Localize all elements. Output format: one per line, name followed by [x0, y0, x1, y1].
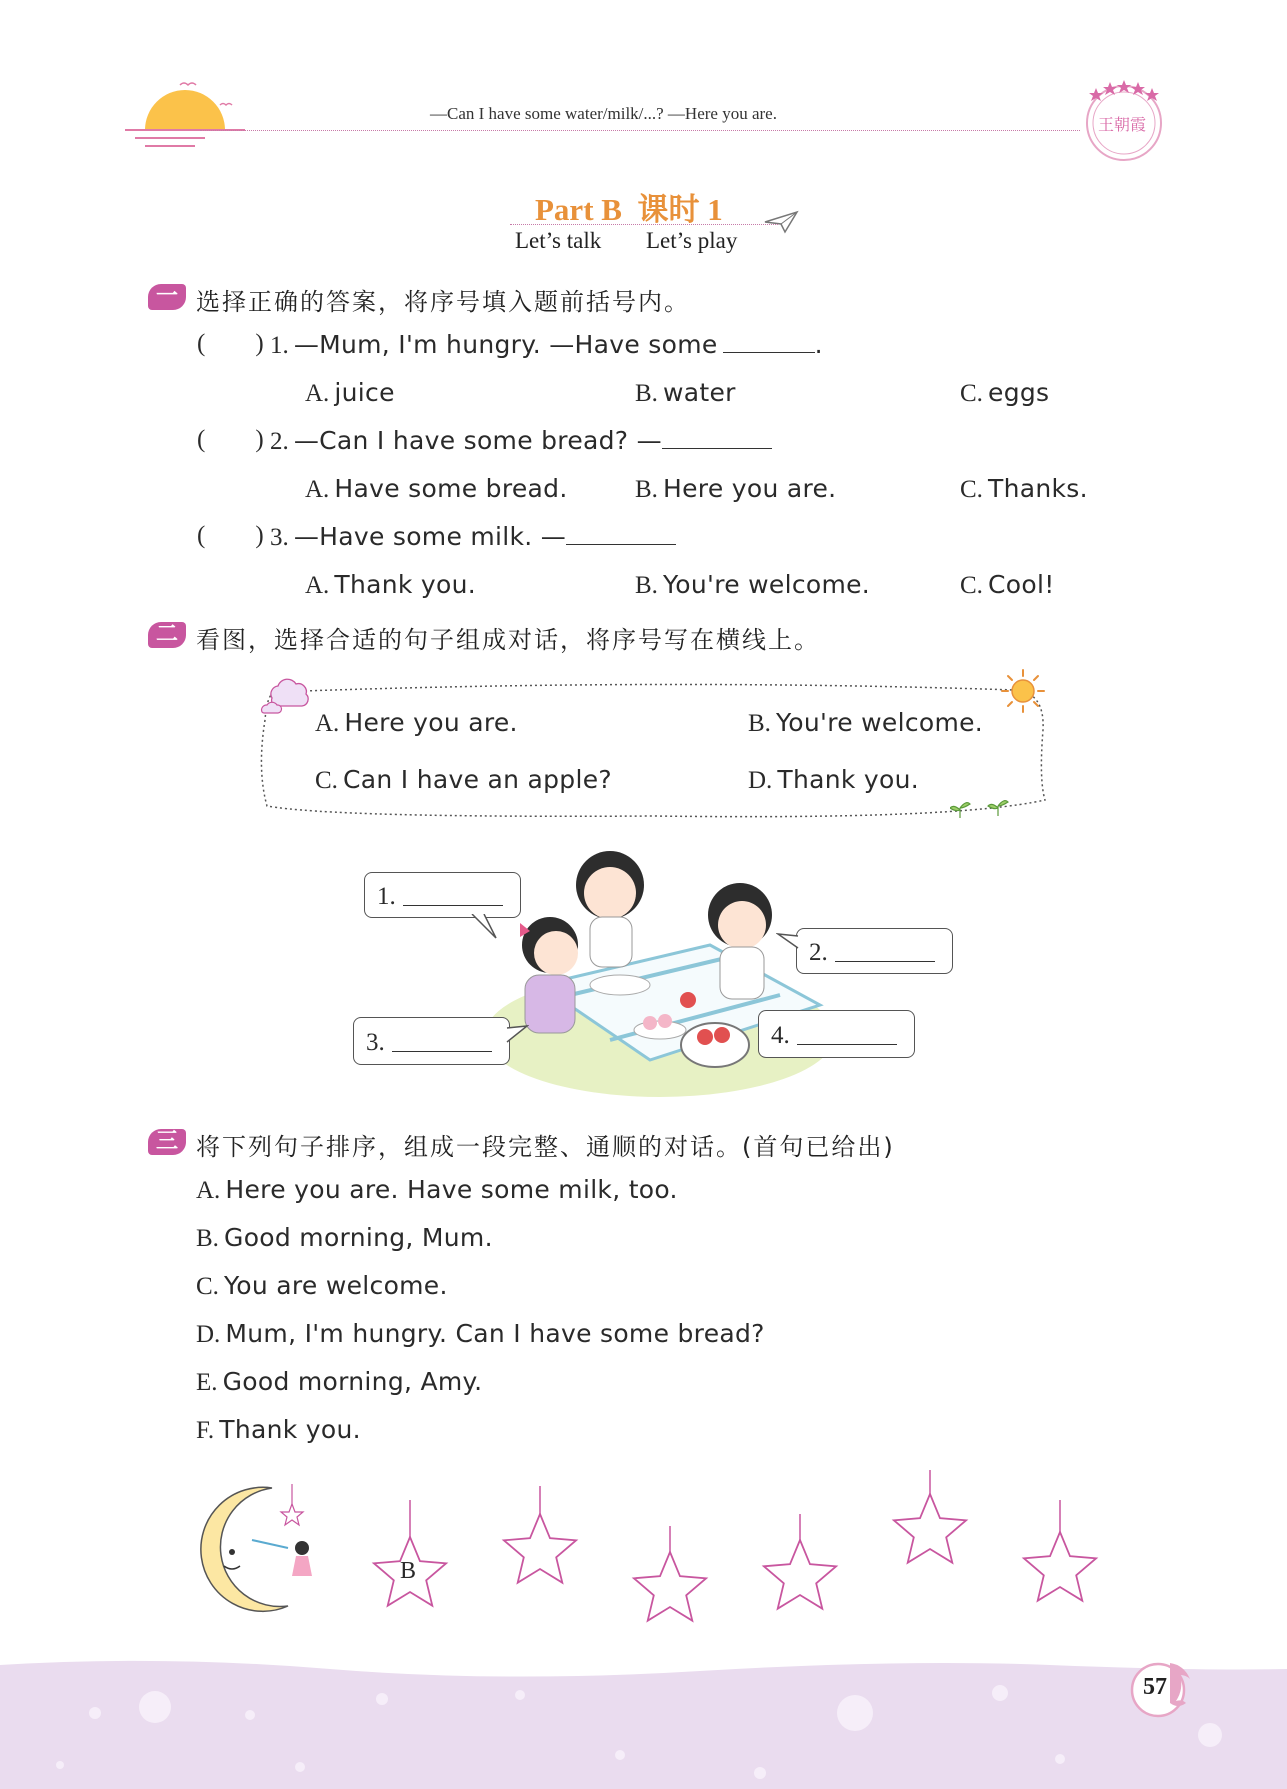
title-underline	[510, 224, 778, 225]
question-number: 3.	[270, 524, 289, 551]
sentence-text: Mum, I'm hungry. Can I have some bread?	[225, 1319, 765, 1348]
page-number-badge	[1122, 1655, 1192, 1715]
picnic-illustration	[480, 835, 850, 1105]
bubble-number: 4.	[771, 1022, 790, 1049]
sentence-label: B.	[196, 1225, 219, 1252]
section2-badge: 二	[148, 622, 186, 648]
option	[960, 570, 1055, 600]
lesson-subtitle-play: Let’s play	[646, 228, 738, 253]
footer-wave	[0, 1655, 1287, 1789]
bubble-tail	[776, 932, 800, 954]
sentence-text: Good morning, Amy.	[222, 1367, 483, 1396]
question-number: 2.	[270, 428, 289, 455]
option-text: Thank you.	[334, 570, 476, 599]
option	[635, 378, 736, 408]
section1-badge: 一	[148, 284, 186, 310]
option-label: B.	[635, 476, 658, 503]
option-label: A.	[305, 380, 330, 407]
bubble-number: 1.	[377, 883, 396, 910]
choice-label: B.	[748, 710, 771, 737]
option	[635, 570, 870, 600]
answer-blank[interactable]	[566, 522, 676, 545]
answer-star-5[interactable]	[894, 1494, 966, 1563]
running-title: —Can I have some water/milk/...? —Here you are.	[430, 104, 777, 123]
option	[305, 378, 395, 408]
logo-text: 王朝霞	[1098, 115, 1147, 134]
sentence-F	[196, 1415, 361, 1445]
option-label: C.	[960, 572, 983, 599]
sentence-label: E.	[196, 1369, 218, 1396]
section3-badge: 三	[148, 1129, 186, 1155]
sentence-label: F.	[196, 1417, 215, 1444]
choice-A	[315, 708, 518, 738]
question-1	[270, 330, 823, 360]
answer-blank[interactable]	[797, 1022, 897, 1045]
sentence-E	[196, 1367, 482, 1397]
bubble-number: 3.	[366, 1029, 385, 1056]
answer-blank[interactable]	[392, 1029, 492, 1052]
speech-bubble-2	[796, 928, 953, 974]
question-tail: .	[814, 330, 823, 359]
option	[960, 474, 1088, 504]
sentence-label: C.	[196, 1273, 219, 1300]
option-label: A.	[305, 476, 330, 503]
answer-parentheses[interactable]: ( )	[197, 426, 264, 453]
sentence-D	[196, 1319, 765, 1349]
lesson-subtitle-talk: Let’s talk	[515, 228, 602, 253]
section3-instruction: 将下列句子排序，组成一段完整、通顺的对话。(首句已给出)	[196, 1133, 895, 1161]
answer-blank[interactable]	[662, 426, 772, 449]
option-text: juice	[334, 378, 395, 407]
option-label: C.	[960, 476, 983, 503]
speech-bubble-1	[364, 872, 521, 918]
sentence-C	[196, 1271, 448, 1301]
choice-B	[748, 708, 983, 738]
option-text: Cool!	[988, 570, 1055, 599]
sunrise-icon	[125, 75, 245, 155]
star-answer-1: B	[400, 1558, 417, 1584]
choice-text: Here you are.	[344, 708, 518, 737]
section2-instruction: 看图，选择合适的句子组成对话，将序号写在横线上。	[196, 626, 820, 654]
choice-text: Thank you.	[777, 765, 919, 794]
moon-fairy-illustration	[192, 1482, 327, 1614]
answer-blank[interactable]	[835, 939, 935, 962]
bubble-tail	[470, 914, 500, 940]
answer-blank[interactable]	[403, 883, 503, 906]
option-text: You're welcome.	[663, 570, 871, 599]
question-text: —Can I have some bread? —	[293, 426, 662, 455]
choice-text: Can I have an apple?	[343, 765, 612, 794]
sprout-icon	[950, 796, 1010, 820]
bubble-tail	[505, 1024, 529, 1046]
lesson-title: Part B 课时 1	[535, 192, 723, 227]
option-text: Here you are.	[663, 474, 837, 503]
choice-box-frame	[255, 670, 1055, 820]
sun-icon	[1000, 668, 1046, 714]
section1-instruction: 选择正确的答案，将序号填入题前括号内。	[196, 288, 690, 316]
option-text: water	[663, 378, 736, 407]
option	[305, 474, 568, 504]
answer-parentheses[interactable]: ( )	[197, 522, 264, 549]
choice-text: You're welcome.	[776, 708, 984, 737]
option	[960, 378, 1049, 408]
answer-star-6[interactable]	[1024, 1532, 1096, 1601]
sentence-text: You are welcome.	[224, 1271, 448, 1300]
choice-D	[748, 765, 919, 795]
bubble-number: 2.	[809, 939, 828, 966]
answer-star-3[interactable]	[634, 1552, 706, 1621]
answer-star-4[interactable]	[764, 1540, 836, 1609]
header	[0, 0, 1287, 170]
option-text: Thanks.	[988, 474, 1088, 503]
sentence-text: Here you are. Have some milk, too.	[225, 1175, 678, 1204]
choice-C	[315, 765, 612, 795]
choice-label: D.	[748, 767, 773, 794]
sentence-text: Thank you.	[219, 1415, 361, 1444]
option-label: C.	[960, 380, 983, 407]
answer-blank[interactable]	[723, 330, 815, 353]
question-text: —Have some milk. —	[293, 522, 567, 551]
header-dotted-rule	[200, 130, 1080, 131]
choice-label: A.	[315, 710, 340, 737]
option-text: Have some bread.	[334, 474, 568, 503]
question-text: —Mum, I'm hungry. —Have some	[293, 330, 718, 359]
cloud-icon	[258, 672, 318, 720]
speech-bubble-4	[758, 1010, 915, 1058]
question-2	[270, 426, 772, 456]
sentence-B	[196, 1223, 493, 1253]
option	[305, 570, 476, 600]
sentence-label: A.	[196, 1177, 221, 1204]
ordering-stars	[360, 1460, 1110, 1640]
question-3	[270, 522, 676, 552]
answer-star-2[interactable]	[504, 1514, 576, 1583]
option-label: B.	[635, 572, 658, 599]
option-label: B.	[635, 380, 658, 407]
answer-parentheses[interactable]: ( )	[197, 330, 264, 357]
choice-label: C.	[315, 767, 338, 794]
question-number: 1.	[270, 332, 289, 359]
sentence-label: D.	[196, 1321, 221, 1348]
speech-bubble-3	[353, 1017, 510, 1065]
option-text: eggs	[988, 378, 1050, 407]
option-label: A.	[305, 572, 330, 599]
paper-plane-icon	[763, 208, 801, 236]
sentence-A	[196, 1175, 678, 1205]
sentence-text: Good morning, Mum.	[224, 1223, 493, 1252]
option	[635, 474, 836, 504]
page-number: 57	[1143, 1674, 1167, 1700]
publisher-logo	[1082, 78, 1166, 162]
